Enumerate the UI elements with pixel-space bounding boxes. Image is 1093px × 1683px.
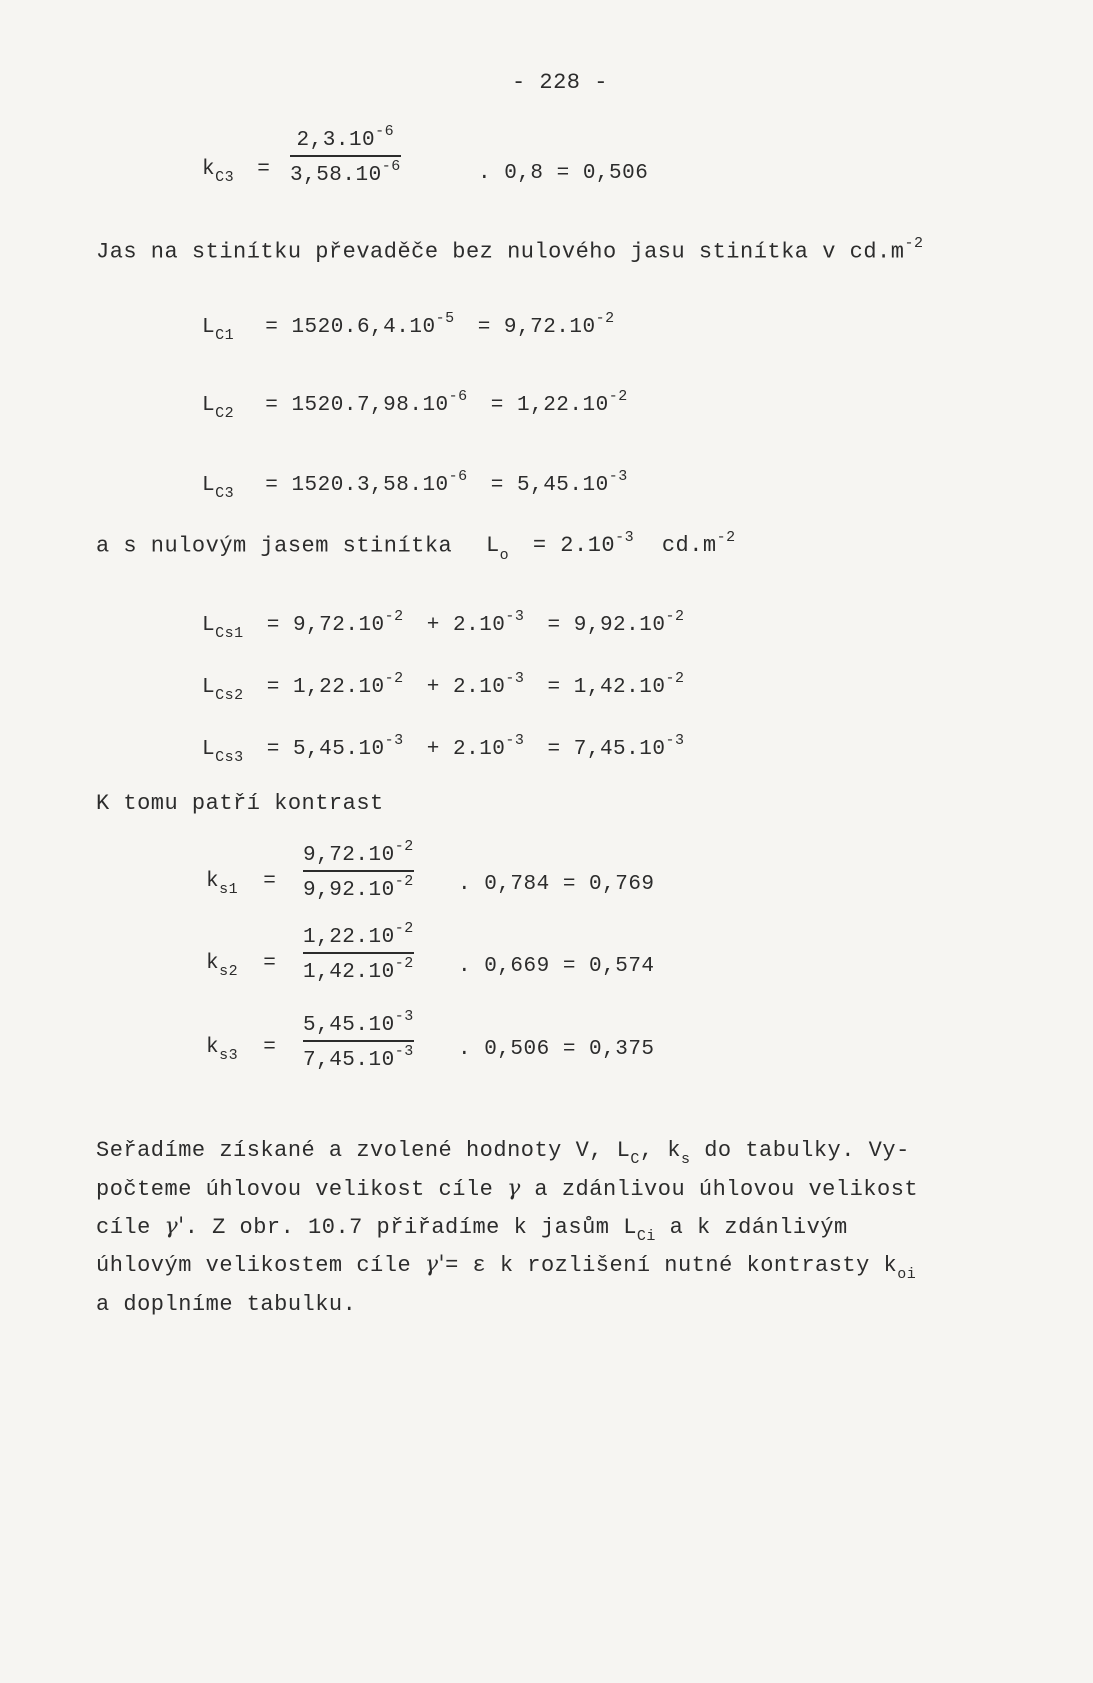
- paragraph-contrast-intro: K tomu patří kontrast: [96, 791, 384, 816]
- ks3-fraction: $5,45.10^{-3}$ $7,45.10^{-3}$: [303, 1008, 414, 1072]
- final-paragraph-line-3: cíle γ'. Z obr. 10.7 přiřadíme k jasům $L_{Ci}$ a k zdánlivým: [96, 1214, 848, 1246]
- page-number: - 228 -: [512, 70, 608, 95]
- fraction-bar: [303, 1040, 414, 1042]
- equation-lc2: $L_{C2} = 1520.7,98.10^{-6} = 1,22.10^{-2}$: [202, 388, 628, 423]
- final-paragraph-line-1: Seřadíme získané a zvolené hodnoty V, $L_C$, $k_s$ do tabulky. Vy-: [96, 1138, 910, 1169]
- ks1-fraction: $9,72.10^{-2}$ $9,92.10^{-2}$: [303, 838, 414, 902]
- ks2-lhs: $k_{s2}$ =: [206, 952, 277, 981]
- kc3-fraction: $2,3.10^{-6}$ $3,58.10^{-6}$: [290, 123, 401, 187]
- ks3-lhs: $k_{s3}$ =: [206, 1036, 277, 1065]
- fraction-bar: [290, 155, 401, 157]
- equation-lc1: $L_{C1} = 1520.6,4.10^{-5} = 9,72.10^{-2}$: [202, 310, 615, 345]
- equation-lc3: $L_{C3} = 1520.3,58.10^{-6} = 5,45.10^{-3}$: [202, 468, 628, 503]
- paragraph-luminance-intro: Jas na stinítku převaděče bez nulového jasu stinítka v $cd.m^{-2}$: [96, 235, 924, 265]
- ks2-fraction: $1,22.10^{-2}$ $1,42.10^{-2}$: [303, 920, 414, 984]
- ks2-result: . 0,669 = 0,574: [458, 955, 655, 978]
- final-paragraph-line-5: a doplníme tabulku.: [96, 1292, 357, 1317]
- kc3-result: . 0,8 = 0,506: [478, 162, 649, 185]
- fraction-bar: [303, 870, 414, 872]
- fraction-bar: [303, 952, 414, 954]
- ks3-result: . 0,506 = 0,375: [458, 1038, 655, 1061]
- ks1-result: . 0,784 = 0,769: [458, 873, 655, 896]
- kc3-lhs: $k_{C3}$ =: [202, 158, 271, 187]
- equation-lcs1: $L_{Cs1} = 9,72.10^{-2} + 2.10^{-3} = 9,92.10^{-2}$: [202, 608, 685, 643]
- final-paragraph-line-2: počteme úhlovou velikost cíle γ a zdánlivou úhlovou velikost: [96, 1176, 919, 1202]
- equation-lcs2: $L_{Cs2} = 1,22.10^{-2} + 2.10^{-3} = 1,42.10^{-2}$: [202, 670, 685, 705]
- ks1-lhs: $k_{s1}$ =: [206, 870, 277, 899]
- paragraph-zero-luminance: a s nulovým jasem stinítka $L_o = 2.10^{-3}$ $cd.m^{-2}$: [96, 529, 736, 564]
- equation-lcs3: $L_{Cs3} = 5,45.10^{-3} + 2.10^{-3} = 7,45.10^{-3}$: [202, 732, 685, 767]
- final-paragraph-line-4: úhlovým velikostem cíle γ'= ε k rozlišení nutné kontrasty $k_{oi}$: [96, 1252, 917, 1284]
